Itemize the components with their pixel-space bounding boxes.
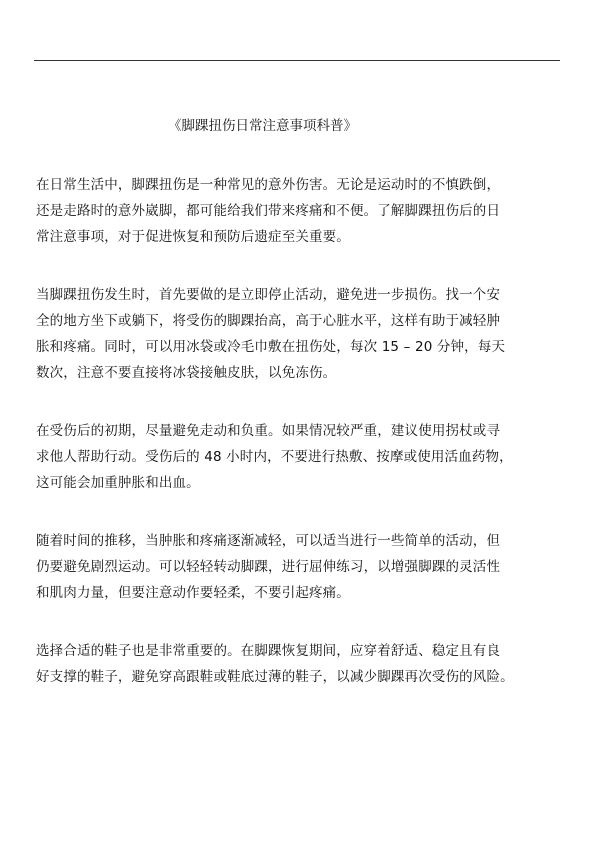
paragraph-line: 常注意事项，对于促进恢复和预防后遗症至关重要。 xyxy=(36,229,350,245)
paragraph-line: 还是走路时的意外崴脚，都可能给我们带来疼痛和不便。了解脚踝扭伤后的日 xyxy=(36,203,501,219)
paragraph-line: 随着时间的推移，当肿胀和疼痛逐渐减轻，可以适当进行一些简单的活动，但 xyxy=(36,533,501,549)
paragraph-line: 这可能会加重肿胀和出血。 xyxy=(36,475,200,491)
paragraph-3 xyxy=(36,418,560,496)
header-rule xyxy=(34,60,560,61)
paragraph-line: 全的地方坐下或躺下，将受伤的脚踝抬高，高于心脏水平，这样有助于减轻肿 xyxy=(36,313,501,329)
paragraph-line: 和肌肉力量，但要注意动作要轻柔，不要引起疼痛。 xyxy=(36,585,350,601)
paragraph-line: 选择合适的鞋子也是非常重要的。在脚踝恢复期间，应穿着舒适、稳定且有良 xyxy=(36,643,501,659)
paragraph-line: 好支撑的鞋子，避免穿高跟鞋或鞋底过薄的鞋子，以减少脚踝再次受伤的风险。 xyxy=(36,669,514,685)
paragraph-line: 胀和疼痛。同时，可以用冰袋或冷毛巾敷在扭伤处，每次 15 – 20 分钟，每天 xyxy=(36,339,506,355)
paragraph-line: 仍要避免剧烈运动。可以轻轻转动脚踝，进行屈伸练习，以增强脚踝的灵活性 xyxy=(36,559,501,575)
paragraph-line: 当脚踝扭伤发生时，首先要做的是立即停止活动，避免进一步损伤。找一个安 xyxy=(36,287,501,303)
paragraph-line: 求他人帮助行动。受伤后的 48 小时内，不要进行热敷、按摩或使用活血药物， xyxy=(36,449,513,465)
paragraph-1 xyxy=(36,172,560,250)
document-body xyxy=(36,172,560,722)
paragraph-line: 数次，注意不要直接将冰袋接触皮肤，以免冻伤。 xyxy=(36,365,337,381)
paragraph-2 xyxy=(36,282,560,386)
paragraph-5 xyxy=(36,638,560,690)
paragraph-line: 在受伤后的初期，尽量避免走动和负重。如果情况较严重，建议使用拐杖或寻 xyxy=(36,423,501,439)
document-title: 《脚踝扭伤日常注意事项科普》 xyxy=(168,118,357,134)
paragraph-line: 在日常生活中，脚踝扭伤是一种常见的意外伤害。无论是运动时的不慎跌倒， xyxy=(36,177,501,193)
paragraph-4 xyxy=(36,528,560,606)
